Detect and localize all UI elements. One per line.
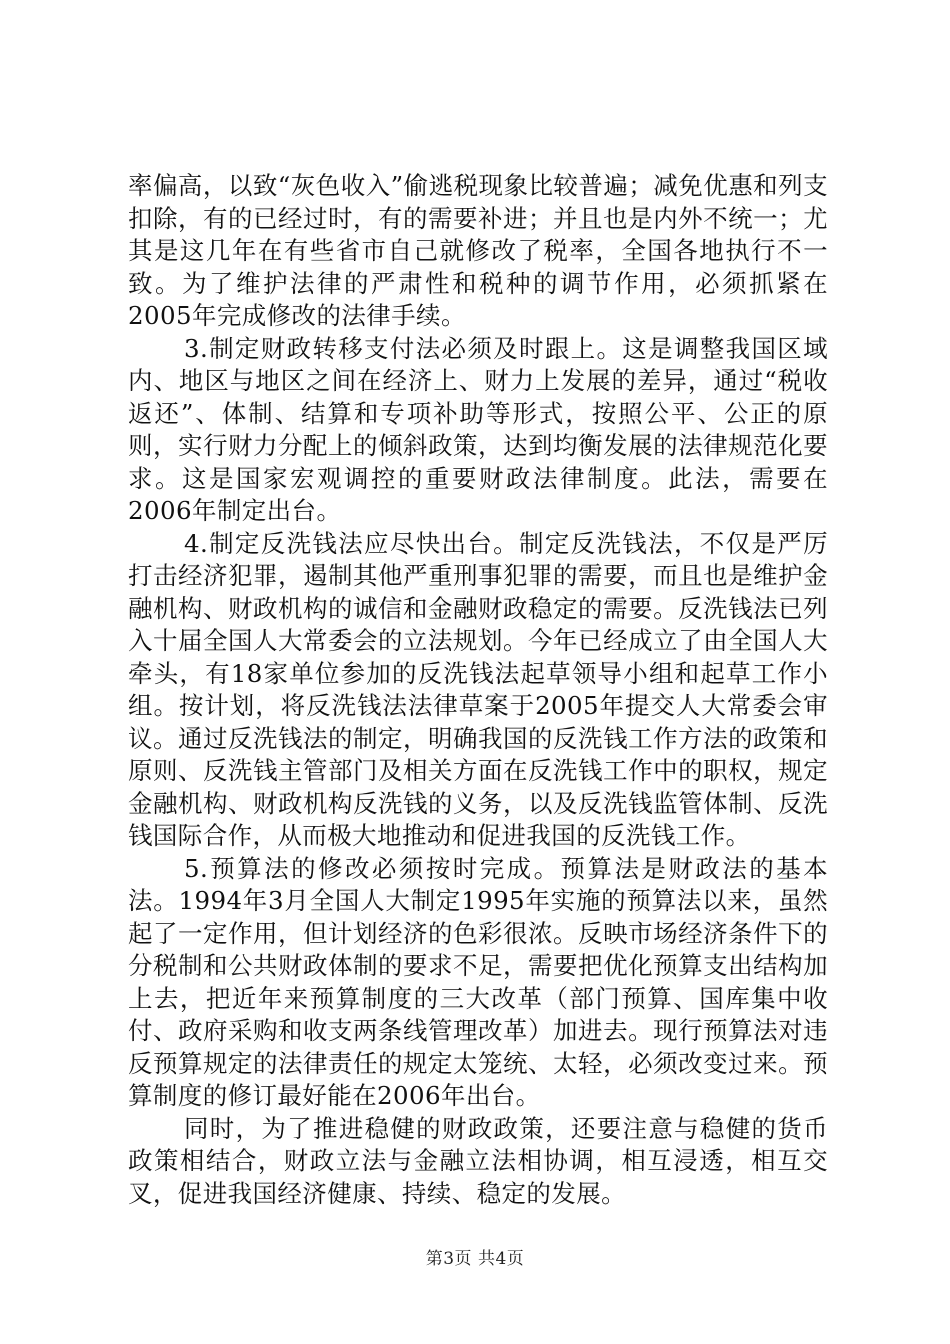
document-body — [128, 170, 828, 1210]
page-footer: 第3页 共4页 — [425, 1249, 525, 1269]
paragraph-item-3: 3.制定财政转移支付法必须及时跟上。这是调整我国区域内、地区与地区之间在经济上、财力上发展的差异，通过“税收返还”、体制、结算和专项补助等形式，按照公平、公正的原则，实行财力分配上的倾斜政策，达到均衡发展的法律规范化要求。这是国家宏观调控的重要财政法律制度。此法，需要在2006年制定出台。 — [128, 333, 828, 525]
paragraph-item-5: 5.预算法的修改必须按时完成。预算法是财政法的基本法。1994年3月全国人大制定1995年实施的预算法以来，虽然起了一定作用，但计划经济的色彩很浓。反映市场经济条件下的分税制和公共财政体制的要求不足，需要把优化预算支出结构加上去，把近年来预算制度的三大改革（部门预算、国库集中收付、政府采购和收支两条线管理改革）加进去。现行预算法对违反预算规定的法律责任的规定太笼统、太轻，必须改变过来。预算制度的修订最好能在2006年出台。 — [128, 853, 828, 1110]
paragraph-continuation: 率偏高，以致“灰色收入”偷逃税现象比较普遍；减免优惠和列支扣除，有的已经过时，有的需要补进；并且也是内外不统一；尤其是这几年在有些省市自己就修改了税率，全国各地执行不一致。为了维护法律的严肃性和税种的调节作用，必须抓紧在2005年完成修改的法律手续。 — [128, 171, 828, 330]
paragraph-conclusion: 同时，为了推进稳健的财政政策，还要注意与稳健的货币政策相结合，财政立法与金融立法相协调，相互浸透，相互交叉，促进我国经济健康、持续、稳定的发展。 — [128, 1113, 828, 1208]
paragraph-item-4: 4.制定反洗钱法应尽快出台。制定反洗钱法，不仅是严厉打击经济犯罪，遏制其他严重刑事犯罪的需要，而且也是维护金融机构、财政机构的诚信和金融财政稳定的需要。反洗钱法已列入十届全国人大常委会的立法规划。今年已经成立了由全国人大牵头，有18家单位参加的反洗钱法起草领导小组和起草工作小组。按计划，将反洗钱法法律草案于2005年提交人大常委会审议。通过反洗钱法的制定，明确我国的反洗钱工作方法的政策和原则、反洗钱主管部门及相关方面在反洗钱工作中的职权，规定金融机构、财政机构反洗钱的义务，以及反洗钱监管体制、反洗钱国际合作，从而极大地推动和促进我国的反洗钱工作。 — [128, 528, 828, 850]
